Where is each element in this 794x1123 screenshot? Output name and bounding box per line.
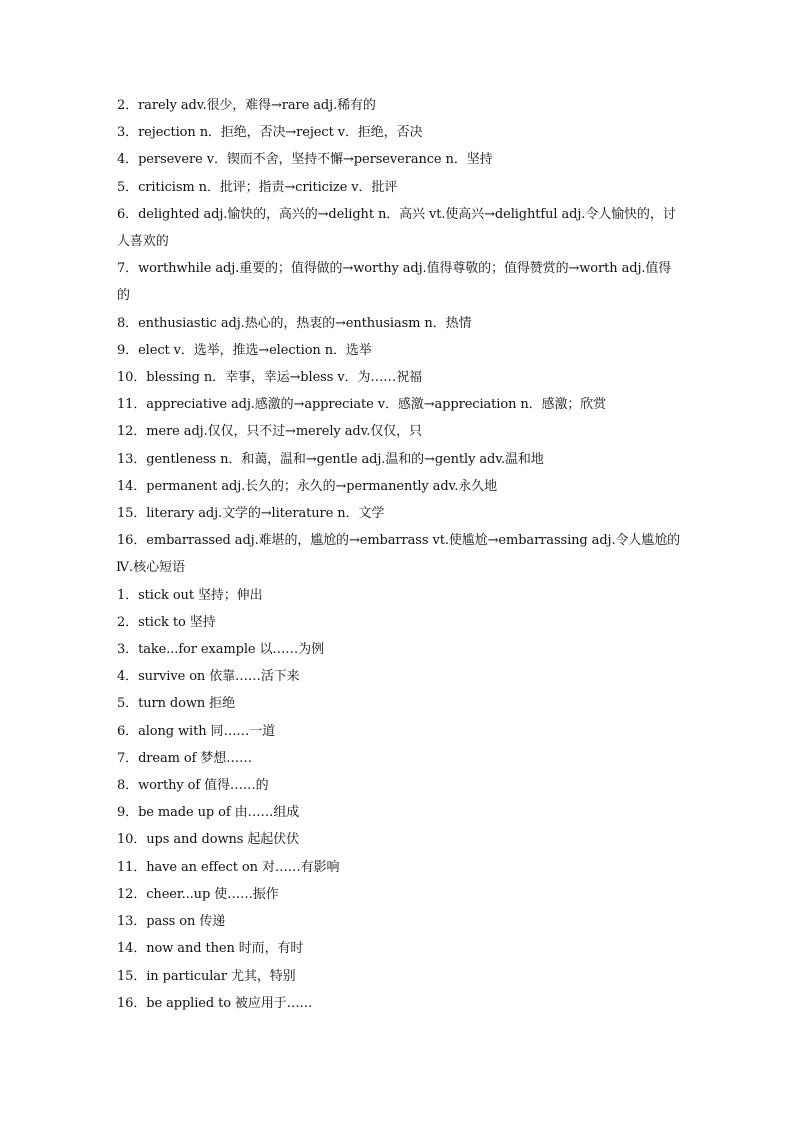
vocab-item: 7．worthwhile adj.重要的；值得做的→worthy adj.值得尊敬的；值得赞赏的→worth adj.值得的 (117, 261, 672, 304)
vocab-item: 15．literary adj.文学的→literature n．文学 (117, 506, 385, 522)
phrase-item: 16．be applied to 被应用于…… (117, 995, 313, 1011)
vocab-item: 2．rarely adv.很少，难得→rare adj.稀有的 (117, 98, 376, 113)
vocab-item: 11．appreciative adj.感激的→appreciate v．感激→appreciation n．感激；欣赏 (117, 397, 607, 413)
phrase-item: 11．have an effect on 对……有影响 (117, 859, 340, 875)
phrase-item: 14．now and then 时而，有时 (117, 941, 304, 957)
vocab-item: 14．permanent adj.长久的；永久的→permanently adv.永久地 (117, 478, 497, 494)
phrase-item: 8．worthy of 值得……的 (117, 778, 269, 794)
vocab-item: 10．blessing n．幸事，幸运→bless v．为……祝福 (117, 370, 422, 386)
phrase-item: 12．cheer...up 使……振作 (117, 886, 279, 902)
vocab-item: 3．rejection n．拒绝，否决→reject v．拒绝，否决 (117, 125, 423, 141)
phrase-item: 9．be made up of 由……组成 (117, 805, 300, 821)
vocab-item: 12．mere adj.仅仅，只不过→merely adv.仅仅，只 (117, 424, 422, 440)
vocab-item: 16．embarrassed adj.难堪的，尴尬的→embarrass vt.使尴尬→embarrassing adj.令人尴尬的 (117, 533, 681, 549)
phrase-item: 3．take...for example 以……为例 (117, 642, 325, 658)
phrase-item: 13．pass on 传递 (117, 914, 226, 930)
phrase-item: 2．stick to 坚持 (117, 614, 216, 630)
vocab-item: 6．delighted adj.愉快的，高兴的→delight n．高兴 vt.使高兴→delightful adj.令人愉快的，讨人喜欢的 (117, 206, 676, 250)
section-heading: Ⅳ.核心短语 (116, 560, 186, 576)
vocab-item: 8．enthusiastic adj.热心的，热衷的→enthusiasm n．热情 (117, 315, 472, 331)
vocab-item: 5．criticism n．批评；指责→criticize v．批评 (117, 179, 398, 195)
phrase-item: 6．along with 同……一道 (117, 723, 276, 739)
phrase-item: 15．in particular 尤其，特别 (117, 968, 296, 984)
vocab-item: 9．elect v．选举，推选→election n．选举 (117, 342, 372, 358)
phrase-item: 10．ups and downs 起起伏伏 (117, 832, 299, 848)
phrase-item: 5．turn down 拒绝 (117, 696, 235, 712)
vocab-item: 13．gentleness n．和蔼，温和→gentle adj.温和的→gently adv.温和地 (117, 451, 544, 467)
phrase-item: 4．survive on 依靠……活下来 (117, 669, 300, 685)
phrase-item: 1．stick out 坚持；伸出 (117, 587, 263, 603)
document-page (117, 92, 683, 1017)
vocab-item: 4．persevere v．锲而不舍，坚持不懈→perseverance n．坚持 (117, 152, 493, 168)
phrase-item: 7．dream of 梦想…… (117, 750, 252, 766)
